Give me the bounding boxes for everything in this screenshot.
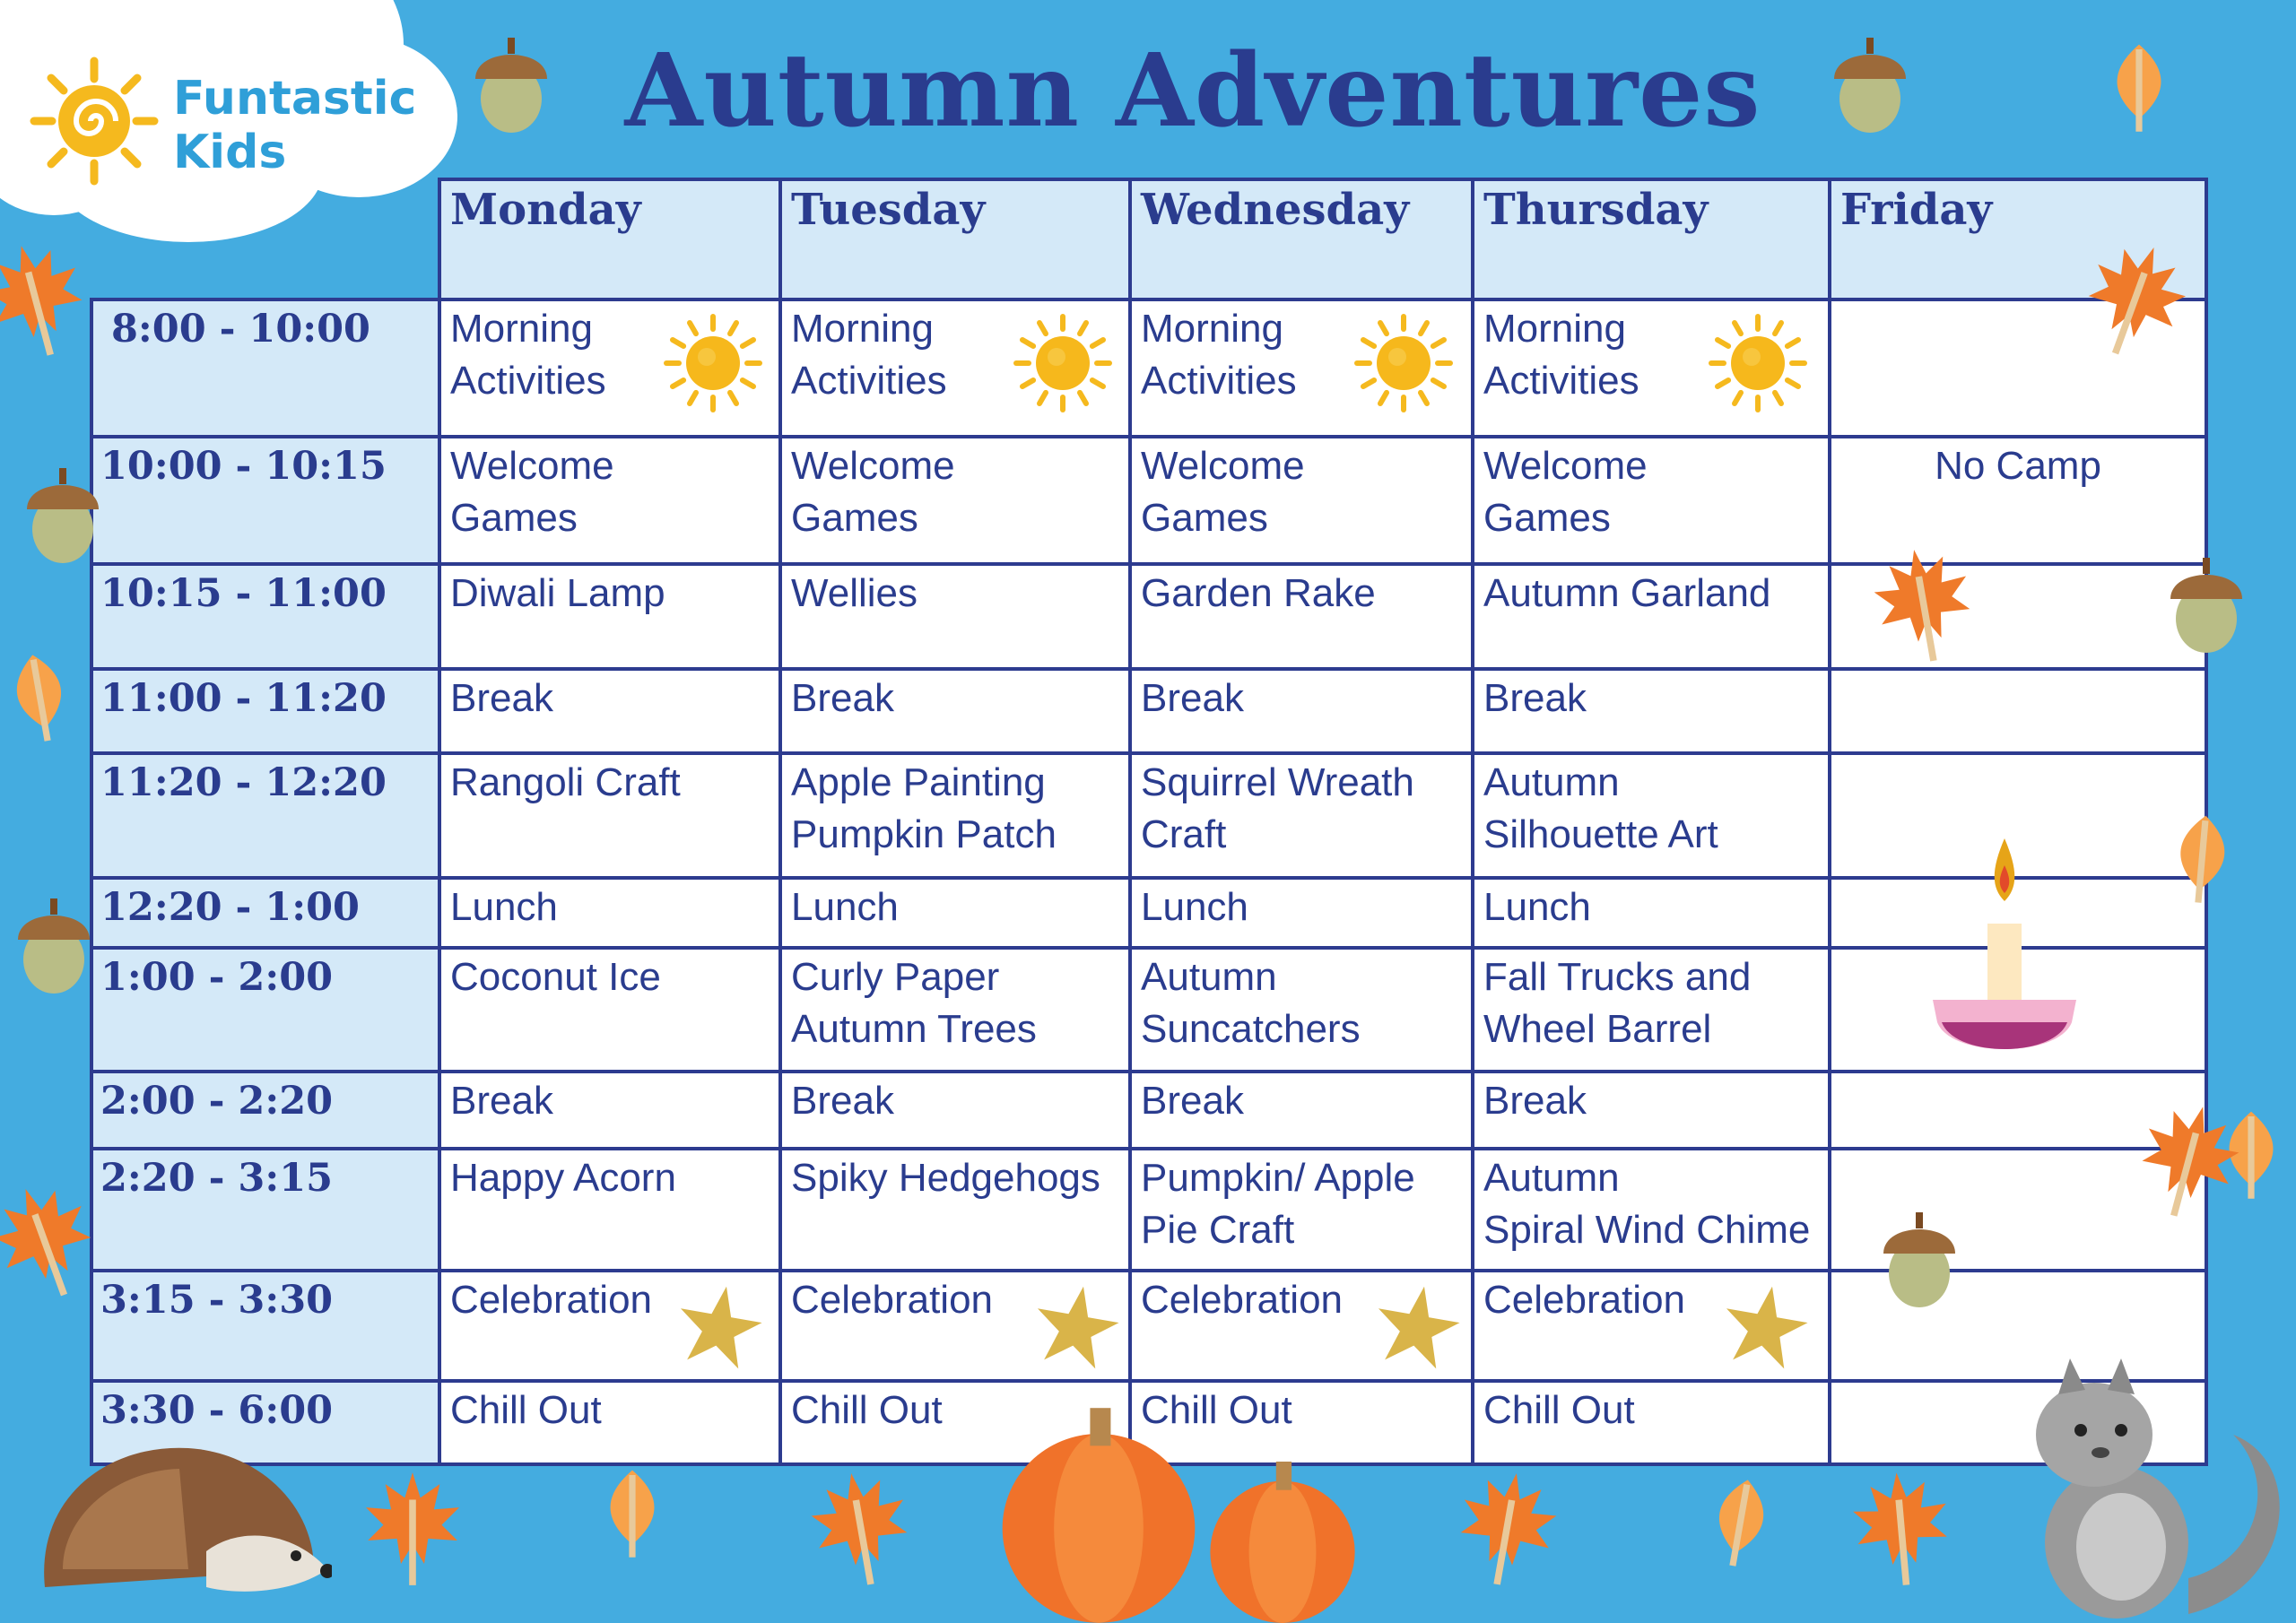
acorn-icon xyxy=(1825,36,1915,135)
activity-label: Break xyxy=(1483,676,1587,720)
activity-label: Lunch xyxy=(1483,885,1591,929)
activity-label: Chill Out xyxy=(1141,1388,1292,1432)
time-slot-label: 8:00 - 10:00 xyxy=(111,307,370,352)
activity-label: Autumn Garland xyxy=(1483,571,1771,615)
acorn-icon xyxy=(9,897,99,995)
leaf-icon xyxy=(1691,1464,1788,1584)
activity-label: Lunch xyxy=(791,885,899,929)
activity-label: Apple Painting Pumpkin Patch xyxy=(791,760,1057,856)
sun-logo-icon xyxy=(27,54,161,188)
star-icon xyxy=(1365,1275,1469,1379)
time-slot-label: 3:30 - 6:00 xyxy=(100,1388,334,1433)
hedgehog-icon xyxy=(27,1435,332,1623)
leaf-icon xyxy=(0,639,90,759)
activity-label: No Camp xyxy=(1935,444,2101,488)
day-header-label: Tuesday xyxy=(791,185,986,235)
activity-label: Curly Paper Autumn Trees xyxy=(791,955,1037,1051)
leaf-icon xyxy=(2157,803,2247,917)
activity-label: Lunch xyxy=(450,885,558,929)
sun-icon xyxy=(664,314,762,412)
activity-label: Welcome Games xyxy=(791,444,955,540)
activity-label: Pumpkin/ Apple Pie Craft xyxy=(1141,1156,1415,1252)
time-slot-label: 12:20 - 1:00 xyxy=(100,885,360,930)
activity-label: Morning Activities xyxy=(450,307,606,403)
activity-label: Break xyxy=(450,676,553,720)
activity-label: Diwali Lamp xyxy=(450,571,665,615)
sun-icon xyxy=(1013,314,1112,412)
activity-label: Chill Out xyxy=(1483,1388,1635,1432)
time-slot-label: 2:20 - 3:15 xyxy=(100,1156,334,1201)
activity-label: Garden Rake xyxy=(1141,571,1376,615)
activity-label: Welcome Games xyxy=(1483,444,1648,540)
maple-leaf-icon xyxy=(359,1471,466,1587)
sun-icon xyxy=(1709,314,1807,412)
activity-label: Break xyxy=(791,1079,894,1123)
time-slot-label: 2:00 - 2:20 xyxy=(100,1079,334,1124)
time-slot-label: 11:00 - 11:20 xyxy=(100,676,387,721)
time-slot-label: 10:00 - 10:15 xyxy=(100,444,387,489)
leaf-icon xyxy=(592,1462,673,1569)
activity-label: Celebration xyxy=(1483,1278,1686,1322)
activity-label: Chill Out xyxy=(450,1388,602,1432)
activity-label: Welcome Games xyxy=(450,444,614,540)
star-icon xyxy=(1713,1275,1817,1379)
leaf-icon xyxy=(2099,36,2179,143)
acorn-icon xyxy=(2161,556,2251,655)
activity-label: Autumn Spiral Wind Chime xyxy=(1483,1156,1811,1252)
day-header-label: Wednesday xyxy=(1141,185,1410,235)
maple-leaf-icon xyxy=(1861,539,1987,673)
time-slot-label: 10:15 - 11:00 xyxy=(100,571,387,616)
acorn-icon xyxy=(18,466,108,565)
activity-label: Celebration xyxy=(1141,1278,1344,1322)
acorn-icon xyxy=(466,36,556,135)
pumpkin-icon xyxy=(1202,1462,1363,1623)
brand-line2: Kids xyxy=(173,126,287,179)
page-title: Autumn Adventures xyxy=(624,32,1761,150)
activity-label: Rangoli Craft xyxy=(450,760,681,804)
pumpkin-icon xyxy=(996,1408,1202,1623)
activity-label: Welcome Games xyxy=(1141,444,1305,540)
activity-label: Spiky Hedgehogs xyxy=(791,1156,1100,1200)
diya-candle-icon xyxy=(1928,834,2081,1067)
day-header-label: Monday xyxy=(450,185,641,235)
activity-label: Break xyxy=(1141,676,1244,720)
activity-label: Autumn Suncatchers xyxy=(1141,955,1361,1051)
activity-label: Lunch xyxy=(1141,885,1248,929)
time-slot-label: 3:15 - 3:30 xyxy=(100,1278,334,1323)
maple-leaf-icon xyxy=(798,1462,925,1596)
squirrel-icon xyxy=(2009,1354,2296,1623)
activity-label: Wellies xyxy=(791,571,918,615)
activity-label: Coconut Ice xyxy=(450,955,661,999)
activity-label: Break xyxy=(450,1079,553,1123)
activity-label: Chill Out xyxy=(791,1388,943,1432)
day-header-label: Thursday xyxy=(1483,185,1709,235)
activity-cell xyxy=(1831,671,2205,751)
activity-label: Break xyxy=(1141,1079,1244,1123)
time-slot-label: 11:20 - 12:20 xyxy=(100,760,387,805)
activity-label: Morning Activities xyxy=(1483,307,1639,403)
activity-label: Break xyxy=(791,676,894,720)
activity-label: Morning Activities xyxy=(791,307,947,403)
activity-label: Fall Trucks and Wheel Barrel xyxy=(1483,955,1752,1051)
activity-label: Autumn Silhouette Art xyxy=(1483,760,1718,856)
activity-label: Morning Activities xyxy=(1141,307,1297,403)
brand-line1: Funtastic xyxy=(173,72,417,126)
activity-label: Happy Acorn xyxy=(450,1156,676,1200)
activity-label: Break xyxy=(1483,1079,1587,1123)
star-icon xyxy=(1024,1275,1128,1379)
time-slot-label: 1:00 - 2:00 xyxy=(100,955,334,1000)
activity-label: Celebration xyxy=(791,1278,994,1322)
activity-label: Celebration xyxy=(450,1278,653,1322)
activity-label: Squirrel Wreath Craft xyxy=(1141,760,1414,856)
brand-logo xyxy=(173,72,416,179)
acorn-icon xyxy=(1874,1211,1964,1309)
day-header-label: Friday xyxy=(1840,185,1993,235)
star-icon xyxy=(667,1275,771,1379)
maple-leaf-icon xyxy=(1444,1462,1570,1596)
maple-leaf-icon xyxy=(1843,1466,1961,1592)
maple-leaf-icon xyxy=(0,230,103,371)
sun-icon xyxy=(1354,314,1453,412)
